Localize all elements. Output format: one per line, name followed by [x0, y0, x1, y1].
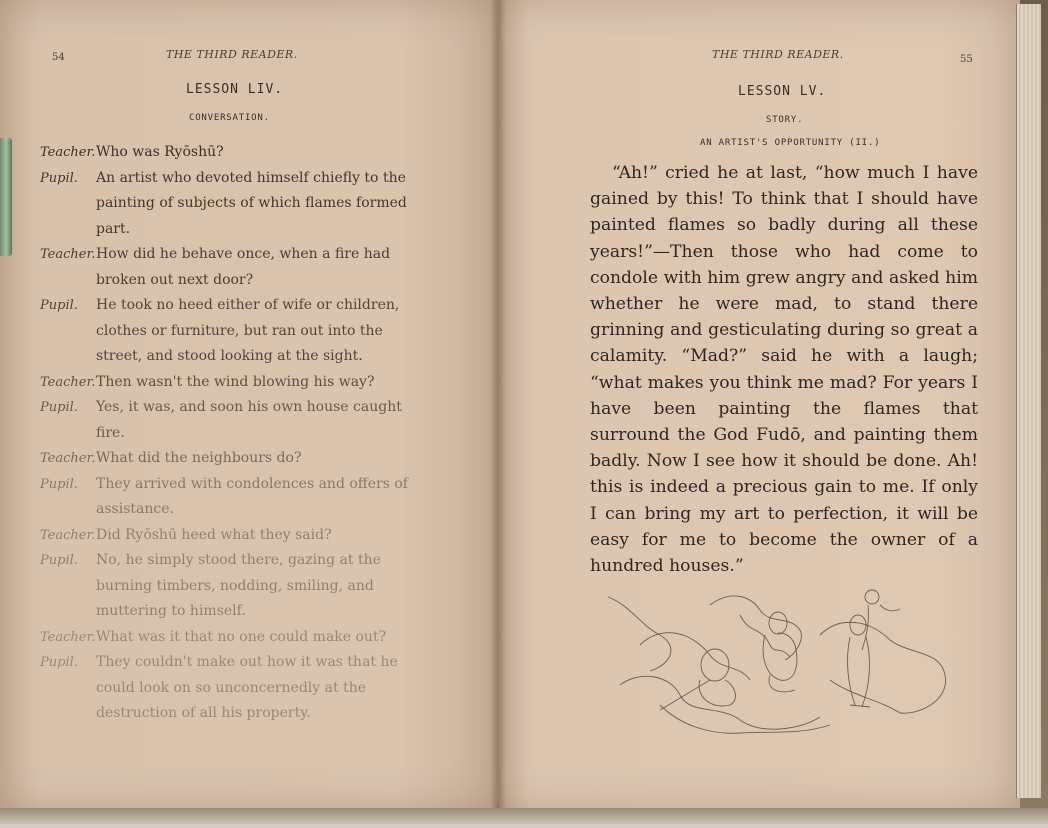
left-page-number: 54 [52, 52, 65, 63]
book-gutter [490, 0, 506, 810]
speaker-label: Pupil. [40, 170, 78, 186]
dialogue-text: He took no heed either of wife or children, clothes or furniture, but ran out into the street, and stood looking at the sight. [96, 297, 400, 364]
speaker-label: Pupil. [40, 476, 78, 492]
dialogue-line [40, 650, 432, 727]
story-title: AN ARTIST'S OPPORTUNITY (II.) [700, 138, 881, 148]
dialogue-line [40, 523, 432, 549]
speaker-label: Pupil. [40, 553, 78, 568]
dialogue-line [40, 446, 432, 472]
right-page-number: 55 [960, 54, 973, 65]
left-running-head: THE THIRD READER. [166, 48, 298, 61]
speaker-label: Teacher. [40, 629, 96, 645]
bookmark-clip [0, 138, 12, 256]
story-body: “Ah!” cried he at last, “how much I have gained by this! To think that I should have painted flames so badly during all these years!”—Then those who had come to condole with him grew angry and asked him whether he were mad, to stand there grinning and gesticulating during so great a calamity. “Mad?” said he with a laugh; “what makes you think me mad? For years I have been painting the flames that surround the God Fudō, and painting them badly. Now I see how it should be done. Ah! this is indeed a precious gain to me. If only I can bring my art to perfection, it will be easy for me to become the owner of a hundred houses.” [590, 163, 978, 577]
left-lesson-subtitle: CONVERSATION. [189, 113, 270, 123]
speaker-label: Pupil. [40, 655, 78, 670]
dialogue-text: How did he behave once, when a fire had broken out next door? [96, 246, 391, 288]
dialogue-block [40, 140, 432, 727]
page-edges [1016, 4, 1041, 798]
dialogue-line [40, 548, 432, 625]
speaker-label: Teacher. [40, 527, 96, 543]
left-lesson-title: LESSON LIV. [186, 82, 284, 97]
speaker-label: Pupil. [40, 400, 78, 415]
right-lesson-subtitle: STORY. [766, 115, 804, 125]
right-running-head: THE THIRD READER. [712, 48, 844, 61]
dialogue-line [40, 625, 432, 651]
dialogue-text: No, he simply stood there, gazing at the burning timbers, nodding, smiling, and muttering to himself. [96, 552, 381, 619]
dialogue-line [40, 395, 432, 446]
dialogue-text: Did Ryōshū heed what they said? [96, 526, 332, 543]
speaker-label: Pupil. [40, 298, 78, 313]
dialogue-text: Yes, it was, and soon his own house caught fire. [96, 399, 402, 441]
dialogue-text: They couldn't make out how it was that he could look on so unconcernedly at the destruction of all his property. [96, 654, 398, 721]
dialogue-text: What was it that no one could make out? [96, 628, 387, 645]
dialogue-line [40, 166, 432, 243]
speaker-label: Teacher. [40, 247, 96, 262]
table-surface [0, 808, 1048, 828]
speaker-label: Teacher. [40, 374, 96, 390]
dialogue-text: Then wasn't the wind blowing his way? [96, 373, 375, 390]
dialogue-text: Who was Ryōshū? [96, 144, 224, 160]
dialogue-text: What did the neighbours do? [96, 450, 302, 466]
illustration-figures-in-clouds [600, 585, 950, 745]
dialogue-line [40, 472, 432, 523]
speaker-label: Teacher. [40, 451, 96, 466]
speaker-label: Teacher. [40, 145, 96, 160]
dialogue-text: They arrived with condolences and offers of assistance. [96, 475, 408, 517]
dialogue-line [40, 370, 432, 396]
right-lesson-title: LESSON LV. [738, 84, 827, 99]
dialogue-line [40, 242, 432, 293]
dialogue-line [40, 293, 432, 370]
dialogue-text: An artist who devoted himself chiefly to the painting of subjects of which flames formed part. [96, 169, 407, 237]
dialogue-line [40, 140, 432, 166]
